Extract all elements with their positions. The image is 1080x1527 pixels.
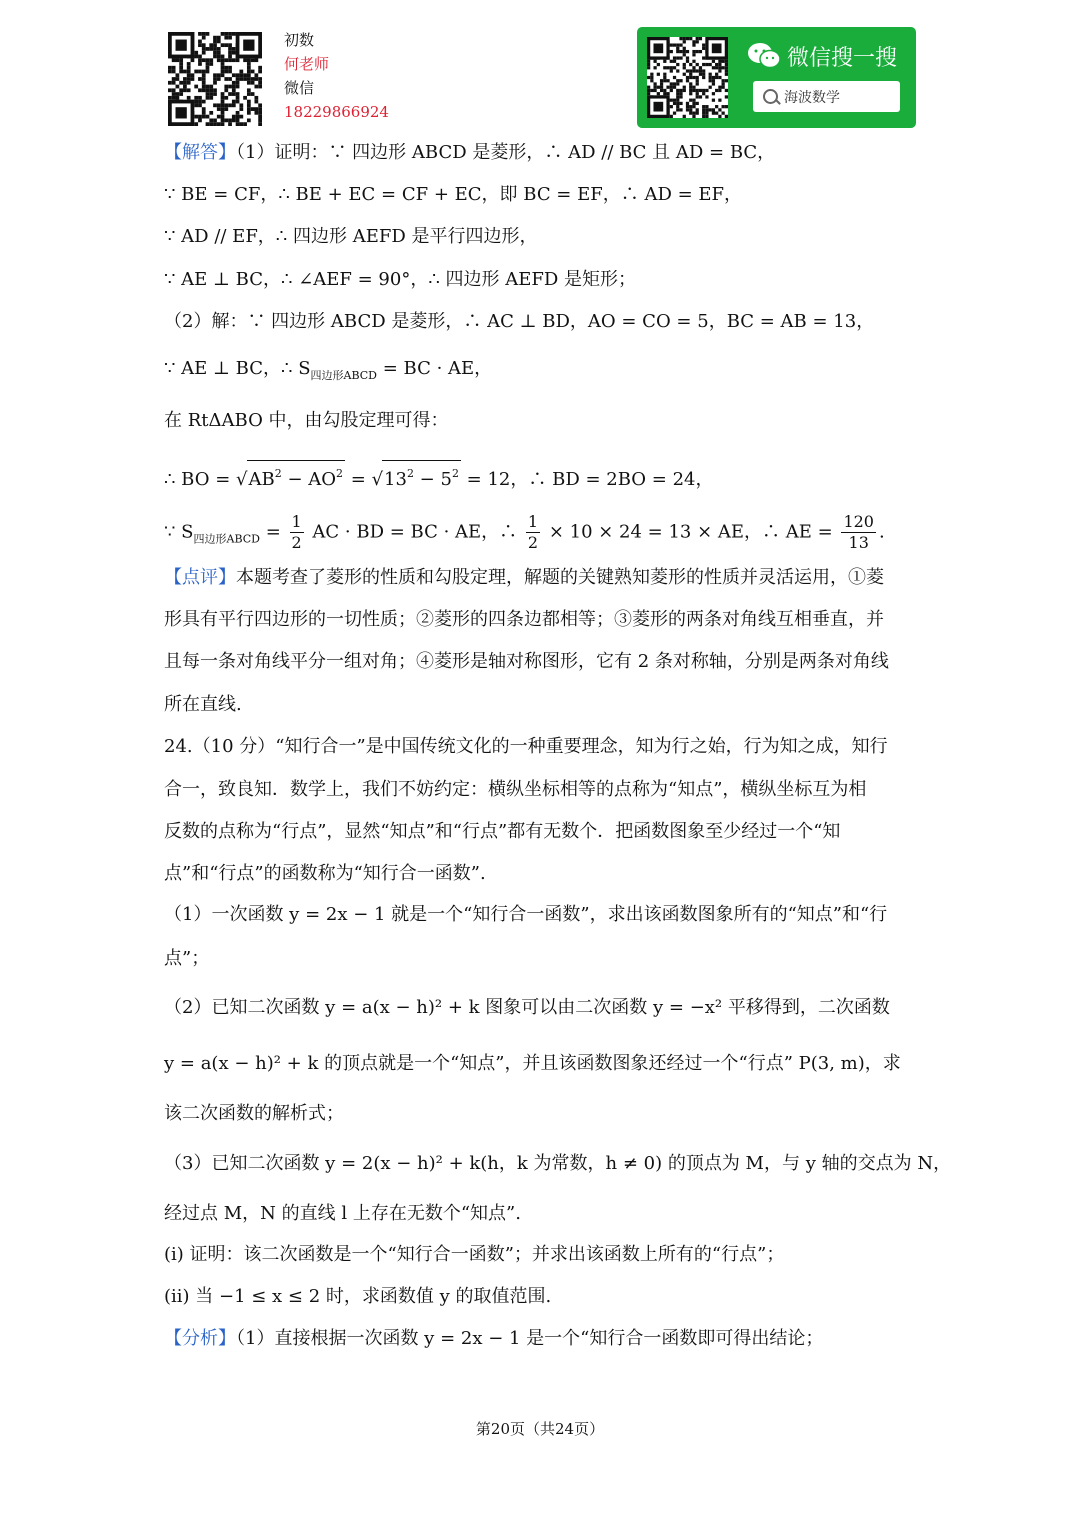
contact-subject: 初数 <box>284 31 315 49</box>
answer-tag: 【解答】 <box>164 142 236 163</box>
wechat-search-title: 微信搜一搜 <box>787 46 898 71</box>
comment-line-1 <box>164 565 884 591</box>
q24-part3-line-2: 经过点 M，N 的直线 l 上存在无数个“知点”. <box>164 1203 521 1224</box>
qr-code-left <box>168 32 262 126</box>
answer-line-5: （2）解：∵ 四边形 ABCD 是菱形，∴ AC ⊥ BD，AO = CO = 5，BC = AB = 13， <box>164 311 875 332</box>
sqrt-expression-2: $√13^2 - 5^2$ <box>372 469 461 490</box>
search-icon <box>763 89 778 104</box>
comment-line-2: 形具有平行四边形的一切性质；②菱形的四条边都相等；③菱形的两条对角线互相垂直，并 <box>164 609 884 630</box>
q24-part3-ii: (ii) 当 −1 ≤ x ≤ 2 时，求函数值 y 的取值范围. <box>164 1286 552 1307</box>
answer-line-3: ∵ AD // EF，∴ 四边形 AEFD 是平行四边形， <box>164 226 538 247</box>
answer-text-6a: ∵ AE ⊥ BC，∴ S <box>164 358 311 379</box>
area-subscript: 四边形ABCD <box>310 369 377 382</box>
q24-part1-line-2: 点”； <box>164 948 210 969</box>
fraction-result: $\frac{120}{13}$ <box>843 512 874 552</box>
fraction-half-1: $\frac{1}{2}$ <box>291 512 302 552</box>
q24-part3-i: (i) 证明：该二次函数是一个“知行合一函数”；并求出该函数上所有的“行点”； <box>164 1244 785 1265</box>
contact-wechat-label: 微信 <box>284 79 315 97</box>
analysis-text-1: （1）直接根据一次函数 y = 2x − 1 是一个“知行合一函数即可得出结论； <box>236 1328 824 1349</box>
answer-line-1 <box>164 140 775 166</box>
wechat-search-box[interactable] <box>753 81 900 112</box>
q24-part2-line-3: 该二次函数的解析式； <box>164 1103 344 1124</box>
answer-text-1: （1）证明：∵ 四边形 ABCD 是菱形，∴ AD // BC 且 AD = BC， <box>236 142 776 163</box>
answer-text-9a: ∵ S <box>164 521 194 543</box>
answer-line-7: 在 RtΔABO 中，由勾股定理可得： <box>164 410 449 431</box>
answer-text-8a: ∴ BO = <box>164 469 237 490</box>
sqrt-expression-1: $√AB^2 - AO^2$ <box>236 469 345 490</box>
analysis-tag: 【分析】 <box>164 1328 236 1349</box>
comment-line-4: 所在直线. <box>164 694 242 715</box>
answer-line-9: ∵ $S_{四边形ABCD}$ = $\frac{1}{2}$ AC · BD = BC · AE，∴ $\frac{1}{2}$ × 10 × 24 = 13 × AE，∴ AE = $\frac{120}{13}$ . <box>164 512 885 552</box>
comment-text-1: 本题考查了菱形的性质和勾股定理，解题的关键熟知菱形的性质并灵活运用，①菱 <box>236 567 884 588</box>
fraction-half-2: $\frac{1}{2}$ <box>527 512 539 552</box>
wechat-icon <box>747 41 783 71</box>
comment-tag: 【点评】 <box>164 567 236 588</box>
answer-line-4: ∵ AE ⊥ BC，∴ ∠AEF = 90°，∴ 四边形 AEFD 是矩形； <box>164 269 637 290</box>
q24-part3-line-1: （3）已知二次函数 y = 2(x − h)² + k(h，k 为常数，h ≠ 0) 的顶点为 M，与 y 轴的交点为 N， <box>164 1153 952 1174</box>
q24-part2-line-1: （2）已知二次函数 y = a(x − h)² + k 图象可以由二次函数 y = −x² 平移得到，二次函数 <box>164 997 890 1018</box>
comment-line-3: 且每一条对角线平分一组对角；④菱形是轴对称图形，它有 2 条对称轴，分别是两条对角线 <box>164 651 889 672</box>
answer-line-2: ∵ BE = CF，∴ BE + EC = CF + EC，即 BC = EF，∴ AD = EF， <box>164 184 743 205</box>
contact-teacher: 何老师 <box>284 55 330 73</box>
answer-line-6 <box>164 356 492 389</box>
qr-code-right <box>647 37 728 118</box>
q24-part2-line-2: y = a(x − h)² + k 的顶点就是一个“知点”，并且该函数图象还经过一个“行点” P(3, m)，求 <box>164 1053 901 1074</box>
q24-line-2: 合一，致良知．数学上，我们不妨约定：横纵坐标相等的点称为“知点”，横纵坐标互为相 <box>164 779 867 800</box>
analysis-line-1 <box>164 1326 823 1352</box>
answer-text-6b: = BC · AE， <box>377 358 493 379</box>
answer-text-9c: × 10 × 24 = 13 × AE，∴ AE = <box>543 521 839 543</box>
contact-info <box>284 28 389 124</box>
answer-text-8b: = 12，∴ BD = 2BO = 24， <box>460 469 714 490</box>
q24-line-1: 24.（10 分）“知行合一”是中国传统文化的一种重要理念，知为行之始，行为知之成，知行 <box>164 736 888 757</box>
area-subscript-2: 四边形ABCD <box>193 532 260 546</box>
page-footer: 第20页（共24页） <box>475 1420 605 1438</box>
q24-line-3: 反数的点称为“行点”，显然“知点”和“行点”都有无数个．把函数图象至少经过一个“知 <box>164 821 841 842</box>
answer-line-8: ∴ BO = $√AB^2 - AO^2 = √13^2 - 5^2 = 12$，∴ BD = 2BO = 24， <box>164 460 713 493</box>
contact-phone: 18229866924 <box>284 103 389 121</box>
q24-part1-line-1: （1）一次函数 y = 2x − 1 就是一个“知行合一函数”，求出该函数图象所有的“知点”和“行 <box>164 904 888 925</box>
wechat-search-text: 海波数学 <box>784 90 840 106</box>
wechat-search-banner[interactable] <box>637 27 916 128</box>
answer-text-9b: AC · BD = BC · AE，∴ <box>306 521 523 543</box>
q24-line-4: 点”和“行点”的函数称为“知行合一函数”. <box>164 863 486 884</box>
